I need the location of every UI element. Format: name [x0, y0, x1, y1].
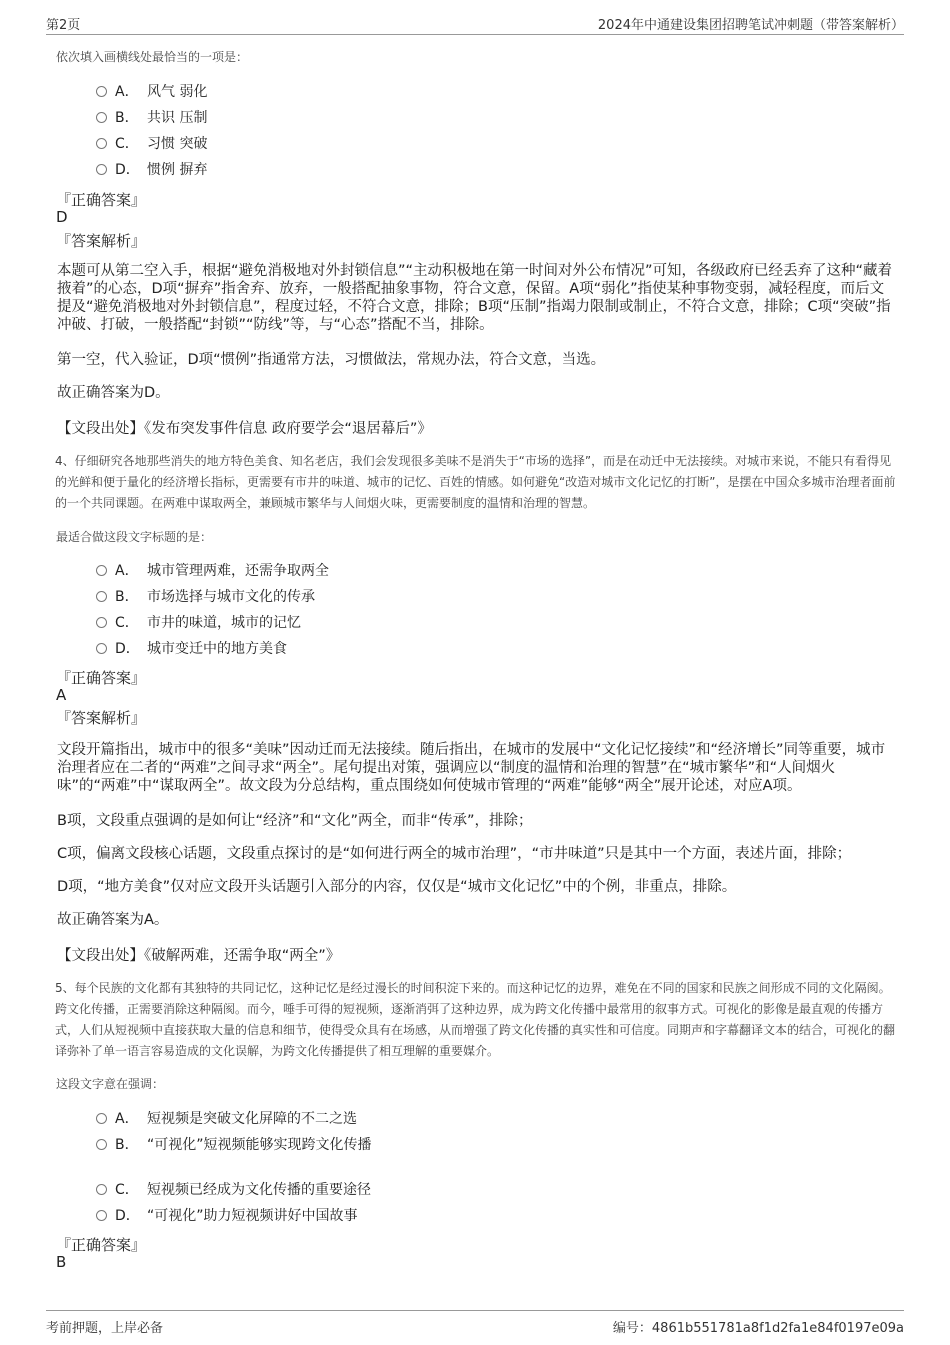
- q3-analysis-label: 『答案解析』: [56, 232, 147, 250]
- radio-icon[interactable]: [96, 138, 107, 149]
- q5-option-d[interactable]: D． “可视化”助力短视频讲好中国故事: [96, 1206, 358, 1226]
- q5-answer: B: [56, 1253, 67, 1271]
- radio-icon[interactable]: [96, 164, 107, 175]
- q4-source: 【文段出处】《破解两难，还需争取“两全”》: [57, 948, 341, 964]
- q4-intro: 最适合做这段文字标题的是：: [56, 530, 213, 544]
- q4-analysis-p3: C项，偏离文段核心话题，文段重点探讨的是“如何进行两全的城市治理”，“市井味道”只是其中一个方面，表述片面，排除；: [57, 846, 852, 862]
- radio-icon[interactable]: [96, 565, 107, 576]
- radio-icon[interactable]: [96, 1139, 107, 1150]
- q3-option-a[interactable]: A． 风气 弱化: [96, 82, 207, 102]
- page-header: [46, 8, 904, 35]
- q4-analysis-label: 『答案解析』: [56, 709, 147, 727]
- q3-analysis-p2: 第一空，代入验证，D项“惯例”指通常方法，习惯做法，常规办法，符合文意，当选。: [57, 352, 606, 368]
- q4-answer-label: 『正确答案』: [56, 669, 147, 687]
- page-footer: [46, 1310, 904, 1341]
- q5-answer-label: 『正确答案』: [56, 1236, 147, 1254]
- q4-stem: 4、仔细研究各地那些消失的地方特色美食、知名老店，我们会发现很多美味不是消失于“市场的选择”，而是在动迁中无法接续。对城市来说，不能只有看得见的光鲜和便于量化的经济增长指标，更需要有市井的味道、城市的记忆、百姓的情感。如何避免“改造对城市文化记忆的打断”，是摆在中国众多城市治理者面前的一个共同课题。在两难中谋取两全，兼顾城市繁华与人间烟火味，更需要制度的温情和治理的智慧。: [55, 454, 896, 510]
- q3-source: 【文段出处】《发布突发事件信息 政府要学会“退居幕后”》: [57, 421, 432, 437]
- q3-answer-label: 『正确答案』: [56, 191, 147, 209]
- q3-analysis-p3: 故正确答案为D。: [57, 385, 170, 401]
- q3-option-c[interactable]: C． 习惯 突破: [96, 134, 207, 154]
- radio-icon[interactable]: [96, 1113, 107, 1124]
- q4-analysis-p4: D项，“地方美食”仅对应文段开头话题引入部分的内容，仅仅是“城市文化记忆”中的个例，非重点，排除。: [57, 879, 737, 895]
- radio-icon[interactable]: [96, 1210, 107, 1221]
- q4-option-a[interactable]: A． 城市管理两难，还需争取两全: [96, 561, 329, 581]
- q3-analysis-p1: 本题可从第二空入手，根据“避免消极地对外封锁信息”“主动积极地在第一时间对外公布情况”可知，各级政府已经丢弃了这种“藏着掖着”的心态，D项“摒弃”指舍弃、放弃，一般搭配抽象事物，符合文意，保留。A项“弱化”指使某种事物变弱，减轻程度，而后文提及“避免消极地对外封锁信息”，程度过轻，不符合文意，排除；B项“压制”指竭力限制或制止，不符合文意，排除；C项“突破”指冲破、打破，一般搭配“封锁”“防线”等，与“心态”搭配不当，排除。: [57, 263, 893, 333]
- q3-intro: 依次填入画横线处最恰当的一项是：: [56, 50, 249, 64]
- q4-option-c[interactable]: C． 市井的味道，城市的记忆: [96, 613, 301, 633]
- q5-option-a[interactable]: A． 短视频是突破文化屏障的不二之选: [96, 1109, 357, 1129]
- q5-option-b[interactable]: B． “可视化”短视频能够实现跨文化传播: [96, 1135, 372, 1155]
- q4-answer: A: [56, 686, 67, 704]
- q3-option-b[interactable]: B． 共识 压制: [96, 108, 207, 128]
- document-code: 编号：4861b551781a8f1d2fa1e84f0197e09a: [612, 1321, 904, 1336]
- q4-analysis-p5: 故正确答案为A。: [57, 912, 169, 928]
- radio-icon[interactable]: [96, 617, 107, 628]
- q3-answer: D: [56, 208, 68, 226]
- q4-analysis-p2: B项，文段重点强调的是如何让“经济”和“文化”两全，而非“传承”，排除；: [57, 813, 533, 829]
- page-number: 第2页: [46, 18, 81, 33]
- radio-icon[interactable]: [96, 112, 107, 123]
- q4-analysis-p1: 文段开篇指出，城市中的很多“美味”因动迁而无法接续。随后指出，在城市的发展中“文化记忆接续”和“经济增长”同等重要，城市治理者应在二者的“两难”之间寻求“两全”。尾句提出对策，强调应以“制度的温情和治理的智慧”在“城市繁华”和“人间烟火味”的“两难”中“谋取两全”。故文段为分总结构，重点围绕如何使城市管理的“两难”能够“两全”展开论述，对应A项。: [57, 742, 886, 794]
- q3-option-d[interactable]: D． 惯例 摒弃: [96, 160, 207, 180]
- radio-icon[interactable]: [96, 86, 107, 97]
- footer-slogan: 考前押题，上岸必备: [46, 1321, 164, 1336]
- q4-option-b[interactable]: B． 市场选择与城市文化的传承: [96, 587, 315, 607]
- radio-icon[interactable]: [96, 591, 107, 602]
- q5-intro: 这段文字意在强调：: [56, 1077, 165, 1091]
- q4-option-d[interactable]: D． 城市变迁中的地方美食: [96, 639, 287, 659]
- radio-icon[interactable]: [96, 1184, 107, 1195]
- document-title: 2024年中通建设集团招聘笔试冲刺题（带答案解析）: [597, 18, 904, 33]
- q5-option-c[interactable]: C． 短视频已经成为文化传播的重要途径: [96, 1180, 371, 1200]
- q5-stem: 5、每个民族的文化都有其独特的共同记忆，这种记忆是经过漫长的时间积淀下来的。而这种记忆的边界，难免在不同的国家和民族之间形成不同的文化隔阂。跨文化传播，正需要消除这种隔阂。而今，唾手可得的短视频，逐渐消弭了这种边界，成为跨文化传播中最常用的叙事方式。可视化的影像是最直观的传播方式，人们从短视频中直接获取大量的信息和细节，使得受众具有在场感，从而增强了跨文化传播的真实性和可信度。同期声和字幕翻译文本的结合，可视化的翻译弥补了单一语言容易造成的文化误解，为跨文化传播提供了相互理解的重要媒介。: [55, 981, 896, 1058]
- radio-icon[interactable]: [96, 643, 107, 654]
